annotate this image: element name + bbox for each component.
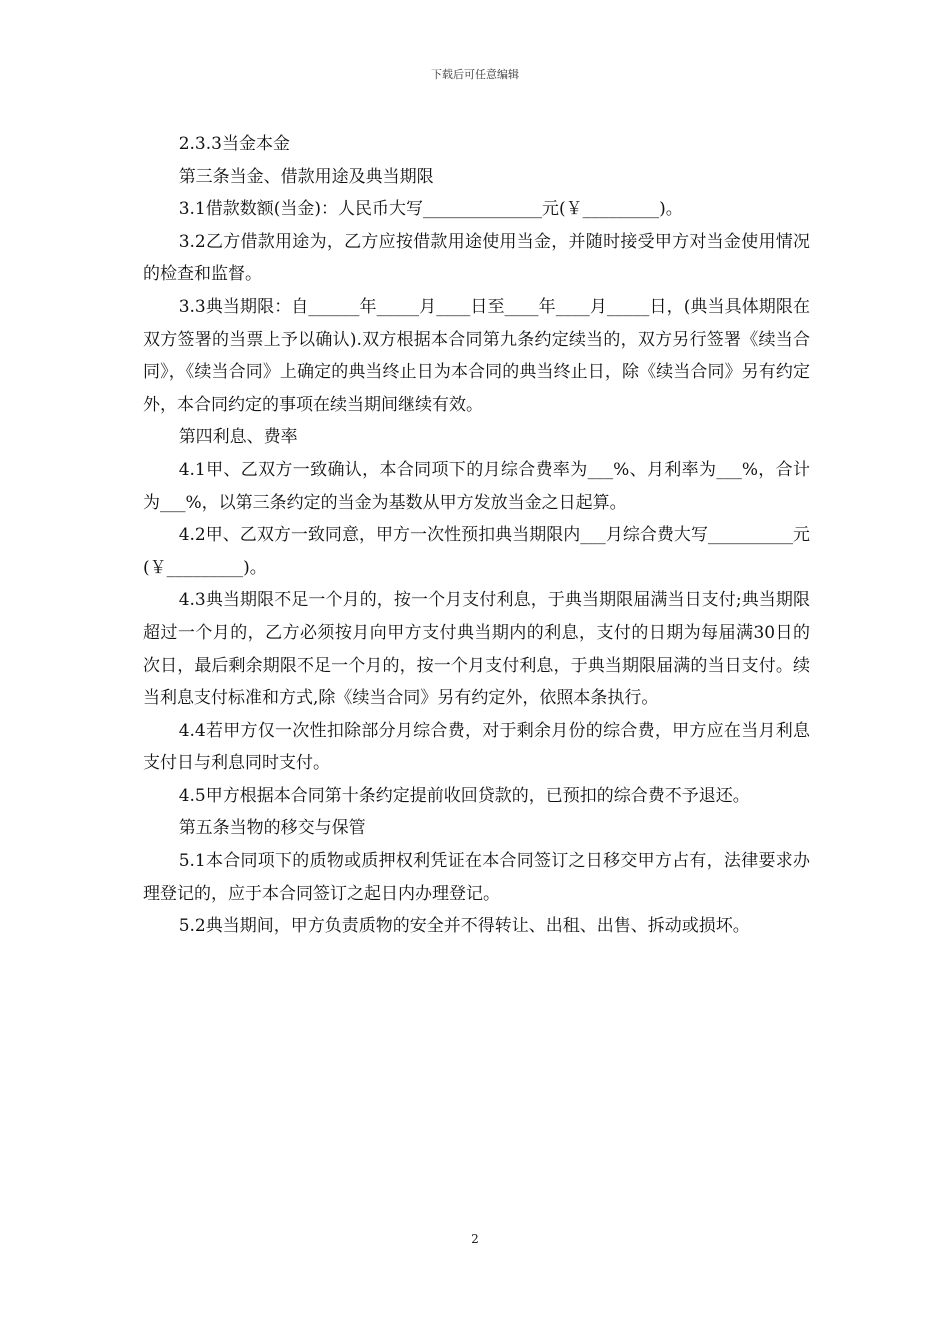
section-heading-2-3-3: 2.3.3当金本金	[178, 134, 290, 154]
document-body	[143, 128, 810, 943]
clause-5-2: 5.2典当期间，甲方负责质物的安全并不得转让、出租、出售、拆动或损坏。	[178, 916, 750, 937]
clause-4-2: 4.2甲、乙双方一致同意，甲方一次性预扣典当期限内___月综合费大写__________元(￥_________)。	[143, 525, 810, 578]
article-5-heading: 第五条当物的移交与保管	[178, 818, 366, 839]
page-header-note: 下载后可任意编辑	[431, 68, 519, 81]
clause-4-3: 4.3典当期限不足一个月的，按一个月支付利息，于典当期限届满当日支付;典当期限超过一个月的，乙方必须按月向甲方支付典当期内的利息，支付的日期为每届满30日的次日，最后剩余期限不足一个月的，按一个月支付利息，于典当期限届满的当日支付。续当利息支付标准和方式,除《续当合同》另有约定外，依照本条执行。	[143, 590, 810, 709]
clause-3-2: 3.2乙方借款用途为，乙方应按借款用途使用当金，并随时接受甲方对当金使用情况的检查和监督。	[143, 231, 810, 285]
clause-5-1: 5.1本合同项下的质物或质押权利凭证在本合同签订之日移交甲方占有，法律要求办理登记的，应于本合同签订之起日内办理登记。	[143, 851, 810, 904]
article-4-heading: 第四利息、费率	[178, 427, 298, 448]
clause-4-1: 4.1甲、乙双方一致确认，本合同项下的月综合费率为___%、月利率为___%，合计为___%，以第三条约定的当金为基数从甲方发放当金之日起算。	[143, 459, 810, 513]
clause-4-4: 4.4若甲方仅一次性扣除部分月综合费，对于剩余月份的综合费，甲方应在当月利息支付日与利息同时支付。	[143, 720, 810, 774]
clause-3-3: 3.3典当期限：自______年_____月____日至____年____月_____日，(典当具体期限在双方签署的当票上予以确认).双方根据本合同第九条约定续当的，双方另行签署《续当合同》，《续当合同》上确定的典当终止日为本合同的典当终止日，除《续当合同》另有约定外，本合同约定的事项在续当期间继续有效。	[143, 296, 810, 415]
clause-4-5: 4.5甲方根据本合同第十条约定提前收回贷款的，已预扣的综合费不予退还。	[178, 785, 750, 806]
article-3-heading: 第三条当金、借款用途及典当期限	[178, 166, 434, 187]
page-number: 2	[471, 1232, 479, 1246]
clause-3-1: 3.1借款数额(当金)：人民币大写______________元(￥_________)。	[178, 199, 683, 220]
